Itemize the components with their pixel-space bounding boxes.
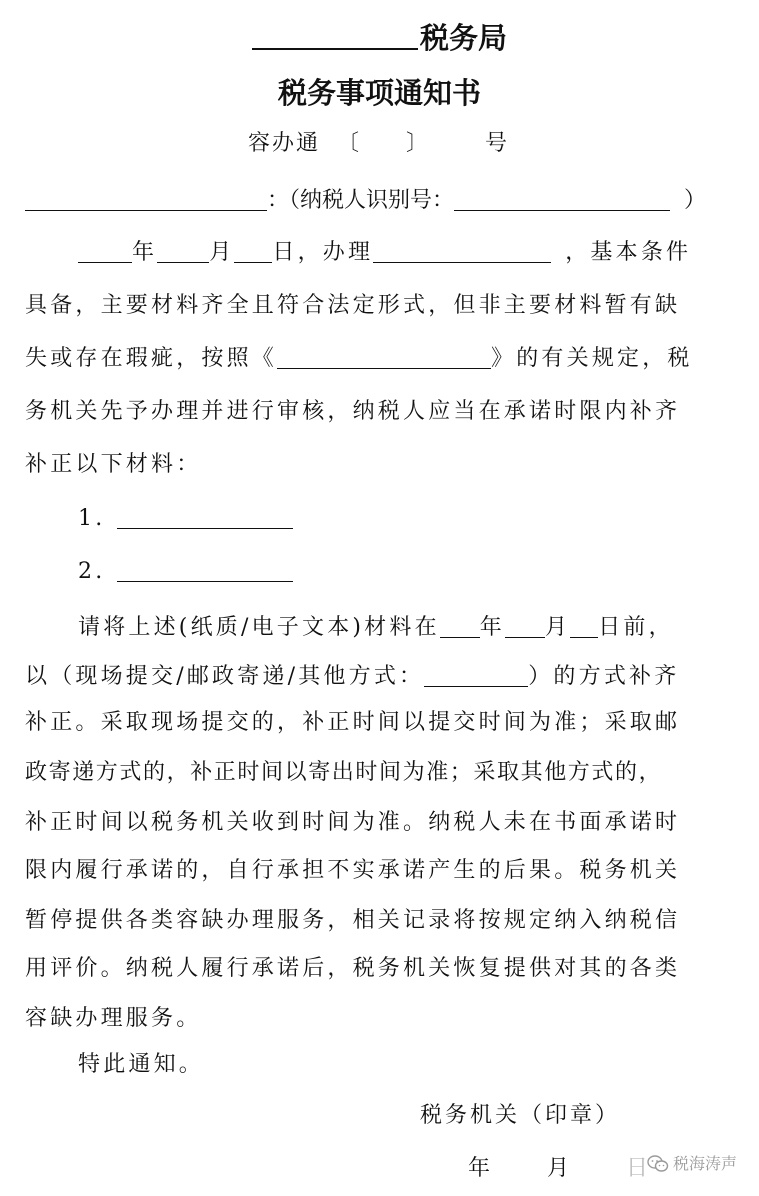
taxpayer-name-blank: [25, 186, 267, 211]
material-item-2: [78, 555, 293, 589]
document-header: [0, 18, 759, 58]
sign-year: 年: [468, 1156, 494, 1181]
regulation-blank: [277, 344, 491, 369]
document-number: [248, 127, 509, 161]
item2-blank: [117, 557, 293, 582]
body-p2-line-4: 政寄递方式的，补正时间以寄出时间为准；采取其他方式的，: [25, 760, 663, 785]
item1-blank: [117, 504, 293, 529]
material-item-1: [78, 502, 293, 536]
signing-authority: 税务机关（印章）: [420, 1103, 621, 1128]
date-month-blank: [157, 238, 209, 263]
watermark: [647, 1152, 737, 1176]
item2-number: 2.: [78, 559, 106, 584]
body-p2-line-9: 容缺办理服务。: [25, 1006, 202, 1031]
p2-pre: 请将上述(纸质/电子文本)材料在: [78, 615, 440, 640]
bureau-name-blank: [252, 18, 418, 50]
body-line-1: [78, 236, 691, 270]
deadline-day-blank: [570, 613, 598, 638]
line3-post: 》的有关规定，税: [491, 346, 693, 371]
date-day-label: 日，办理: [272, 240, 374, 265]
other-method-blank: [424, 662, 528, 687]
deadline-year-label: 年: [479, 615, 505, 640]
doc-suffix: 号: [485, 131, 510, 156]
deadline-day-label: 日前，: [598, 615, 674, 640]
body-line-3: [25, 342, 693, 376]
matter-blank: [373, 238, 551, 263]
deadline-year-blank: [440, 613, 480, 638]
taxpayer-id-label: ：（纳税人识别号：: [267, 188, 455, 213]
line3-pre: 失或存在瑕疵，按照《: [25, 346, 278, 371]
date-year-blank: [78, 238, 132, 263]
body-p2-line-3: 补正。采取现场提交的，补正时间以提交时间为准；采取邮: [25, 710, 681, 735]
taxpayer-id-blank: [454, 186, 670, 211]
doc-prefix: 容办通: [248, 131, 321, 156]
signing-date: [468, 1152, 651, 1186]
body-line-5: 补正以下材料：: [25, 452, 202, 477]
body-p2-line-5: 补正时间以税务机关收到时间为准。纳税人未在书面承诺时: [25, 810, 681, 835]
document-title: 税务事项通知书: [277, 76, 481, 110]
after-item-text: ，基本条件: [565, 240, 692, 265]
p2-line2-post: ）的方式补齐: [528, 664, 680, 689]
date-month-label: 月: [209, 240, 235, 265]
body-p2-line-6: 限内履行承诺的，自行承担不实承诺产生的后果。税务机关: [25, 858, 681, 883]
taxpayer-line: [25, 184, 706, 218]
body-line-4: 务机关先予办理并进行审核，纳税人应当在承诺时限内补齐: [25, 399, 681, 424]
doc-close-bracket: 〕: [406, 131, 431, 156]
wechat-icon: [647, 1155, 669, 1173]
p2-line2-pre: 以（现场提交/邮政寄递/其他方式：: [25, 664, 425, 689]
date-year-label: 年: [132, 240, 158, 265]
body-p2-line-8: 用评价。纳税人履行承诺后，税务机关恢复提供对其的各类: [25, 956, 681, 981]
date-day-blank: [234, 238, 272, 263]
doc-open-bracket: 〔: [337, 131, 362, 156]
taxpayer-close: ）: [684, 188, 707, 213]
sign-day: 日: [626, 1156, 652, 1181]
deadline-month-blank: [505, 613, 545, 638]
item1-number: 1.: [78, 506, 106, 531]
watermark-text: 税海涛声: [672, 1154, 737, 1173]
body-p2-line-2: [25, 660, 679, 694]
deadline-month-label: 月: [544, 615, 571, 640]
bureau-suffix: 税务局: [419, 21, 507, 55]
body-p2-line-1: [78, 611, 674, 645]
closing-text: 特此通知。: [78, 1052, 205, 1077]
body-line-2: 具备，主要材料齐全且符合法定形式，但非主要材料暂有缺: [25, 293, 681, 318]
sign-month: 月: [547, 1156, 573, 1181]
body-p2-line-7: 暂停提供各类容缺办理服务，相关记录将按规定纳入纳税信: [25, 908, 681, 933]
